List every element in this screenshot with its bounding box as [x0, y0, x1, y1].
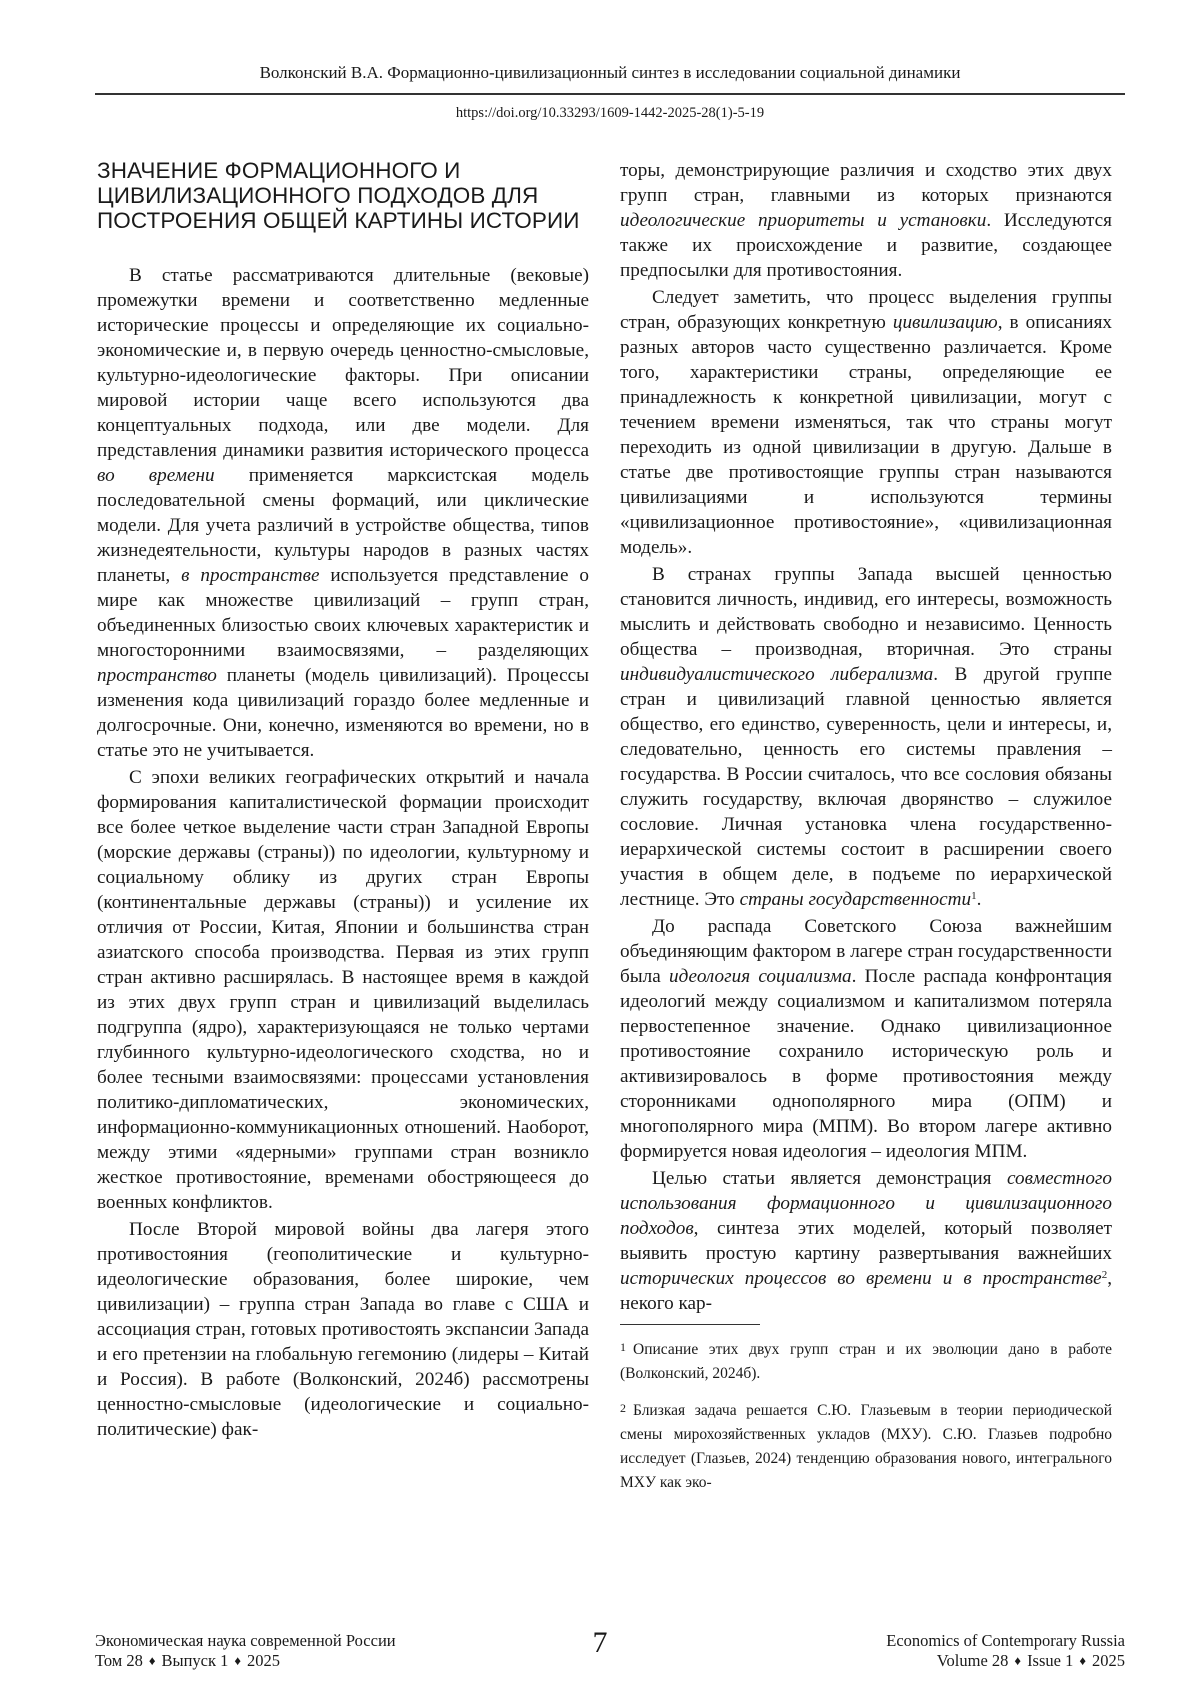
footer-issue-en: Volume 28 ♦ Issue 1 ♦ 2025	[936, 1651, 1125, 1670]
footer-journal-ru-title: Экономическая наука современной России	[95, 1631, 396, 1650]
footnote-ref-2[interactable]: 2	[1101, 1269, 1108, 1281]
footnote-2: 2 Близкая задача решается С.Ю. Глазьевым в теории периодической смены мирохозяйственных укладов (МХУ). С.Ю. Глазьев подробно исследует (Глазьев, 2024) тенденцию образования нового, интегрального МХУ как эко-	[620, 1401, 1112, 1491]
footnote-ref-1[interactable]: 1	[971, 890, 977, 902]
left-column	[97, 158, 589, 1442]
running-header-title: Волконский В.А. Формационно-цивилизационный синтез в исследовании социальной динамики	[259, 63, 961, 82]
paragraph-after-ww2: После Второй мировой войны два лагеря этого противостояния (геополитические и культурно-идеологические образования, более широкие, чем цивилизации) – группа стран Запада во главе с США и ассоциация стран, готовых противостоять экспансии Запада и его претензии на глобальную гегемонию (лидеры – Китай и Россия). В работе (Волконский, 2024б) рассмотрены ценностно-смысловые (идеологические и социально-политические) фак-	[97, 1219, 589, 1440]
doi-link[interactable]: https://doi.org/10.33293/1609-1442-2025-28(1)-5-19	[455, 105, 765, 121]
paragraph-civilization-definition: Следует заметить, что процесс выделения группы стран, образующих конкретную цивилизацию, в описаниях разных авторов часто существенно различается. Кроме того, характеристики страны, определяющие ее принадлежность к конкретной цивилизации, могут с течением времени изменяться, так что страны могут переходить из одной цивилизации в другую. Дальше в статье две противостоящие группы стран называются цивилизациями и используются термины «цивилизационное противостояние», «цивилизационная модель».	[620, 287, 1112, 558]
footer-issue-ru: Том 28 ♦ Выпуск 1 ♦ 2025	[95, 1651, 281, 1670]
right-column	[620, 158, 1112, 1505]
paragraph-geographic-discoveries: С эпохи великих географических открытий и начала формирования капиталистической формации происходит все более четкое выделение части стран Западной Европы (морские державы (страны)) по идеологии, культурному и социальному облику из других стран Европы (континентальные державы (страны)) и усиление их отличия от России, Китая, Японии и большинства стран азиатского способа производства. Первая из этих групп стран активно расширялась. В настоящее время в каждой из этих двух групп стран и цивилизаций выделилась подгруппа (ядро), характеризующаяся не только чертами глубинного культурно-идеологического сходства, но и более тесными взаимосвязями: процессами установления политико-дипломатических, экономических, информационно-коммуникационных отношений. Наоборот, между этими «ядерными» группами стран возникло жесткое противостояние, временами обостряющееся до военных конфликтов.	[97, 767, 589, 1213]
paragraph-factors-continued: торы, демонстрирующие различия и сходство этих двух групп стран, главными из которых признаются идеологические приоритеты и установки. Исследуются также их происхождение и развитие, создающее предпосылки для противостояния.	[620, 160, 1112, 281]
paragraph-intro: В статье рассматриваются длительные (вековые) промежутки времени и соответственно медленные исторические процессы и определяющие их социально-экономические и, в первую очередь ценностно-смысловые, культурно-идеологические факторы. При описании мировой истории чаще всего используются два концептуальных подхода, или две модели. Для представления динамики развития исторического процесса во времени применяется марксистская модель последовательной смены формаций, или циклические модели. Для учета различий в устройстве общества, типов жизнедеятельности, культуры народов в разных частях планеты, в пространстве используется представление о мире как множестве цивилизаций – групп стран, объединенных близостью своих ключевых характеристик и многосторонними взаимосвязями, – разделяющих пространство планеты (модель цивилизаций). Процессы изменения кода цивилизаций гораздо более медленные и долгосрочные. Они, конечно, изменяются во времени, но в статье это не учитывается.	[97, 265, 589, 761]
footer-journal-en-title: Economics of Contemporary Russia	[886, 1631, 1125, 1650]
paragraph-west-values: В странах группы Запада высшей ценностью становится личность, индивид, его интересы, возможность мыслить и действовать свободно и независимо. Ценность общества – производная, вторичная. Это страны индивидуалистического либерализма. В другой группе стран и цивилизаций главной ценностью является общество, его единство, суверенность, цели и интересы, и, следовательно, ценность его системы правления – государства. В России считалось, что все сословия обязаны служить государству, включая дворянство – служилое сословие. Личная установка члена государственно-иерархической системы состоит в расширении своего участия в общем деле, в подъеме по иерархической лестнице. Это страны государственности$^1$.	[620, 564, 1113, 910]
footnote-rule	[620, 1324, 760, 1325]
paragraph-article-goal: Целью статьи является демонстрация совместного использования формационного и цивилизационного подходов, синтеза этих моделей, который позволяет выявить простую картину развертывания важнейших исторических процессов во времени и в пространстве$^2$, некого кар-	[620, 1168, 1112, 1314]
header-rule	[95, 93, 1125, 95]
paragraph-soviet-union: До распада Советского Союза важнейшим объединяющим фактором в лагере стран государственности была идеология социализма. После распада конфронтация идеологий между социализмом и капитализмом потеряла первостепенное значение. Однако цивилизационное противостояние сохранило историческую роль и активизировалось в форме противостояния между сторонниками однополярного мира (ОПМ) и многополярного мира (МПМ). Во втором лагере активно формируется новая идеология – идеология МПМ.	[620, 916, 1113, 1162]
footnote-1: 1 Описание этих двух групп стран и их эволюции дано в работе (Волконский, 2024б).	[620, 1340, 1112, 1382]
section-title: ЗНАЧЕНИЕ ФОРМАЦИОННОГО И ЦИВИЛИЗАЦИОННОГО ПОДХОДОВ ДЛЯ ПОСТРОЕНИЯ ОБЩЕЙ КАРТИНЫ ИСТОРИИ	[97, 158, 580, 233]
footer-journal-en	[886, 1631, 1125, 1671]
page-number: 7	[592, 1626, 608, 1659]
